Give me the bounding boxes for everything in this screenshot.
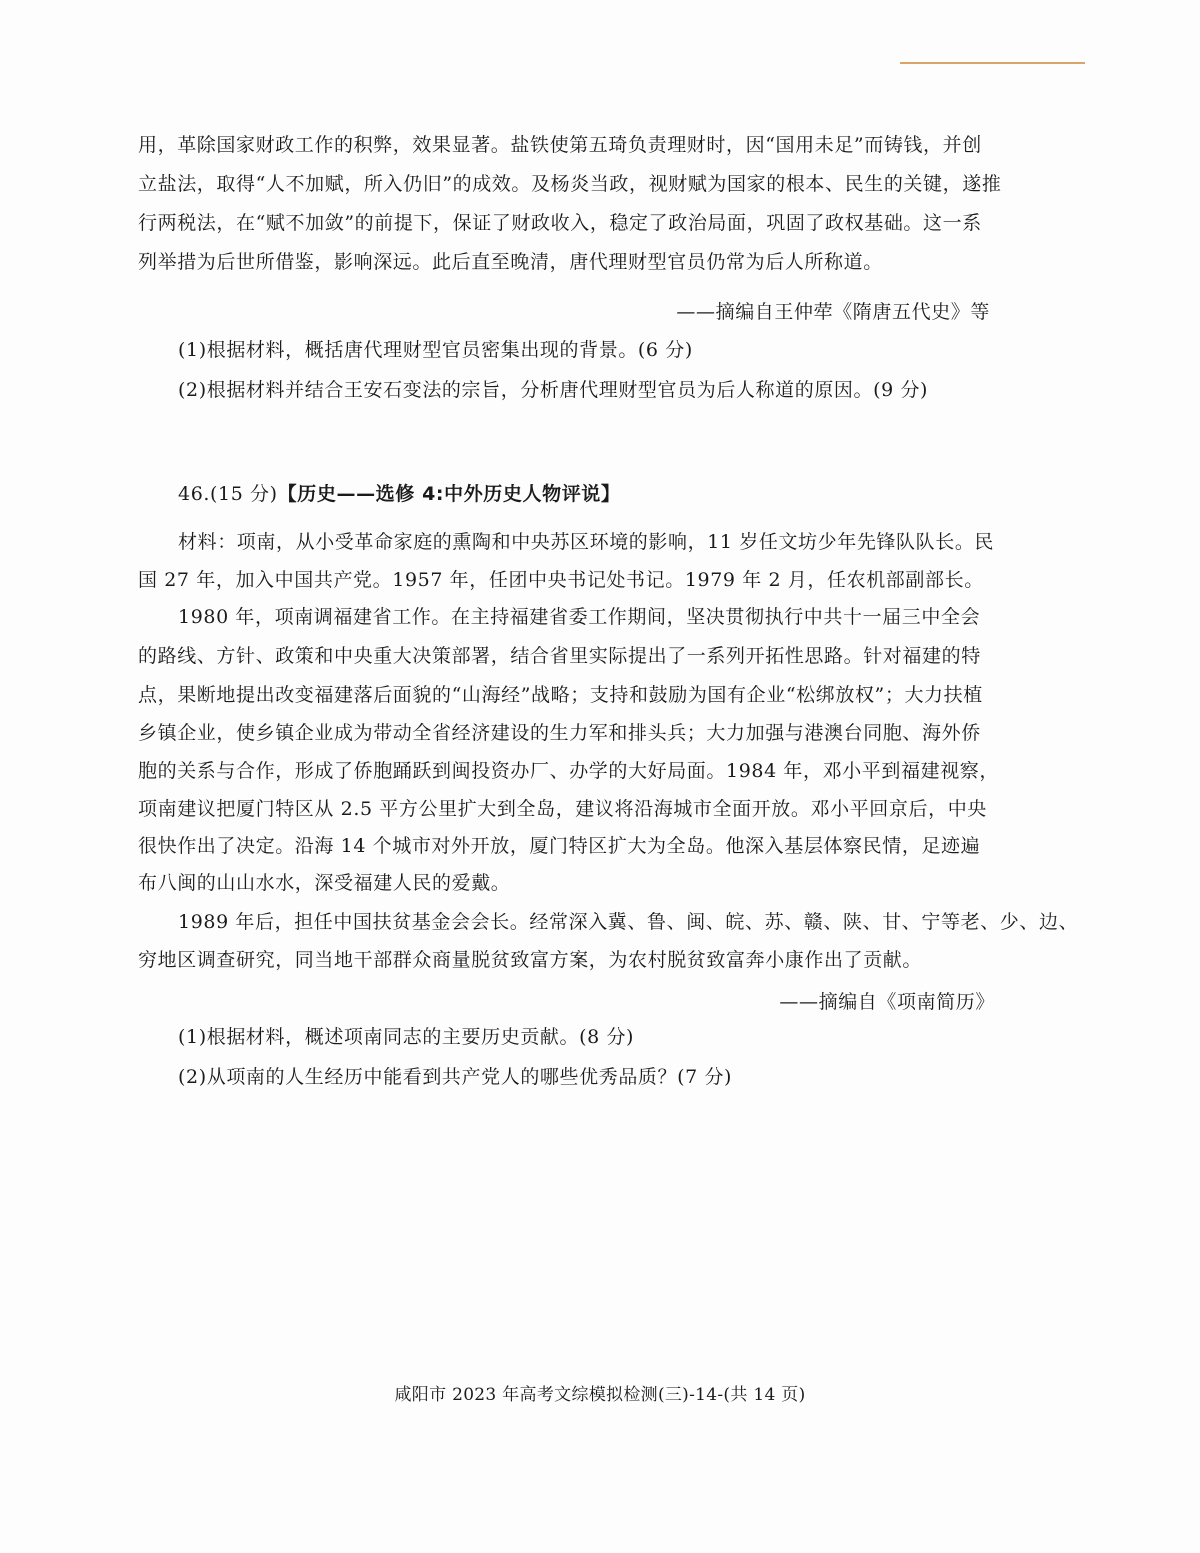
section46-para3-line-1: 1989 年后，担任中国扶贫基金会会长。经常深入冀、鲁、闽、皖、苏、赣、陕、甘、宁等老、少、边、 (178, 911, 1079, 933)
section46-para2-line-2: 的路线、方针、政策和中央重大决策部署，结合省里实际提出了一系列开拓性思路。针对福建的特 (138, 645, 981, 667)
section45-source-citation: ——摘编自王仲荦《隋唐五代史》等 (676, 301, 990, 323)
section46-para2-line-4: 乡镇企业，使乡镇企业成为带动全省经济建设的生力军和排头兵；大力加强与港澳台同胞、海外侨 (138, 722, 981, 744)
section46-para2-line-8: 布八闽的山山水水，深受福建人民的爱戴。 (138, 872, 511, 894)
section46-heading-title: 【历史——选修 4:中外历史人物评说】 (277, 483, 621, 505)
section46-source-citation: ——摘编自《项南简历》 (779, 991, 995, 1013)
section46-para2-line-3: 点，果断地提出改变福建落后面貌的“山海经”战略；支持和鼓励为国有企业“松绑放权”；大力扶植 (138, 684, 983, 706)
section46-para2-line-5: 胞的关系与合作，形成了侨胞踊跃到闽投资办厂、办学的大好局面。1984 年，邓小平到福建视察， (138, 760, 999, 782)
section46-question-1: (1)根据材料，概述项南同志的主要历史贡献。(8 分) (178, 1026, 635, 1048)
page-footer: 咸阳市 2023 年高考文综模拟检测(三)-14-(共 14 页) (394, 1385, 806, 1405)
section45-para-line-3: 行两税法，在“赋不加敛”的前提下，保证了财政收入，稳定了政治局面，巩固了政权基础。这一系 (138, 212, 982, 234)
section45-question-1: (1)根据材料，概括唐代理财型官员密集出现的背景。(6 分) (178, 339, 693, 361)
section46-material-line-2: 国 27 年，加入中国共产党。1957 年，任团中央书记处书记。1979 年 2 月，任农机部副部长。 (138, 569, 984, 591)
section45-question-2: (2)根据材料并结合王安石变法的宗旨，分析唐代理财型官员为后人称道的原因。(9 分) (178, 379, 929, 401)
section46-para3-line-2: 穷地区调查研究，同当地干部群众商量脱贫致富方案，为农村脱贫致富奔小康作出了贡献。 (138, 949, 923, 971)
section46-heading (178, 482, 621, 506)
section46-para2-line-1: 1980 年，项南调福建省工作。在主持福建省委工作期间，坚决贯彻执行中共十一届三中全会 (178, 606, 981, 628)
section46-material-line-1: 材料：项南，从小受革命家庭的熏陶和中央苏区环境的影响，11 岁任文坊少年先锋队队长。民 (178, 531, 995, 553)
section45-para-line-2: 立盐法，取得“人不加赋，所入仍旧”的成效。及杨炎当政，视财赋为国家的根本、民生的关键，遂推 (138, 173, 1002, 195)
section45-para-line-4: 列举措为后世所借鉴，影响深远。此后直至晚清，唐代理财型官员仍常为后人所称道。 (138, 251, 883, 273)
section46-para2-line-7: 很快作出了决定。沿海 14 个城市对外开放，厦门特区扩大为全岛。他深入基层体察民情，足迹遍 (138, 835, 981, 857)
section46-heading-number: 46.(15 分) (178, 483, 278, 505)
section46-question-2: (2)从项南的人生经历中能看到共产党人的哪些优秀品质？(7 分) (178, 1066, 733, 1088)
section45-para-line-1: 用，革除国家财政工作的积弊，效果显著。盐铁使第五琦负责理财时，因“国用未足”而铸钱，并创 (138, 134, 982, 156)
top-decorative-rule (900, 62, 1085, 64)
section46-para2-line-6: 项南建议把厦门特区从 2.5 平方公里扩大到全岛，建议将沿海城市全面开放。邓小平回京后，中央 (138, 798, 987, 820)
